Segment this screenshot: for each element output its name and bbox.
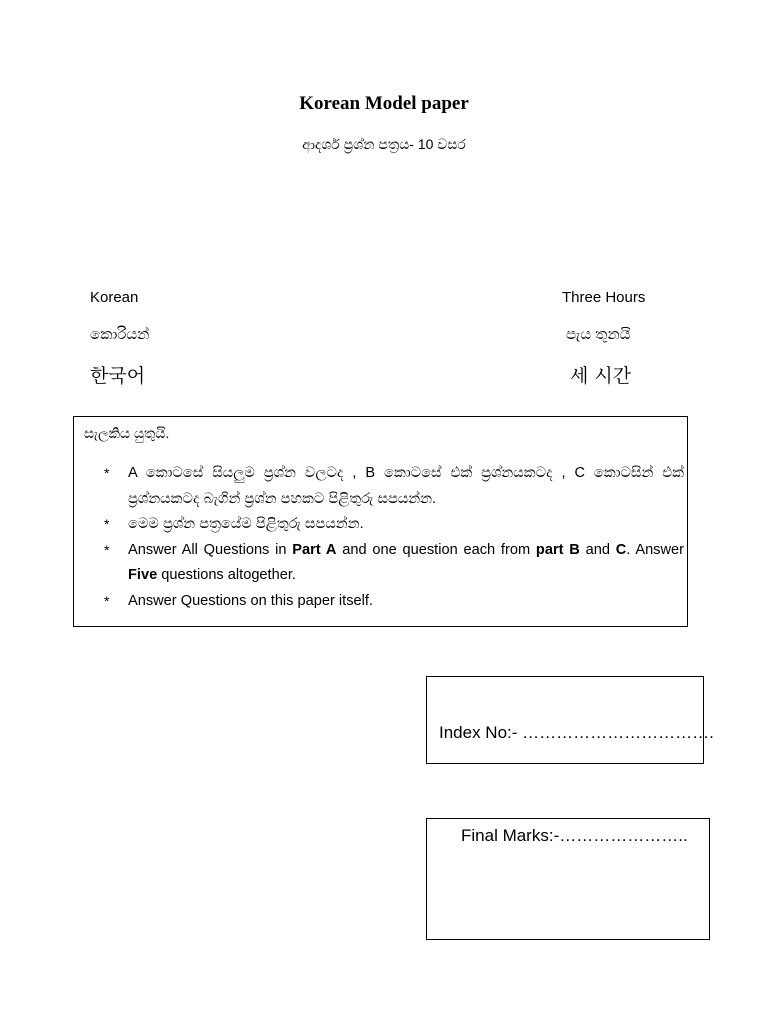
instruction-text-part: and — [579, 541, 616, 558]
subject-korean: 한국어 — [90, 365, 146, 387]
instruction-text-part: and one question each from — [336, 541, 536, 558]
duration-korean: 세 시간 — [570, 365, 632, 387]
instructions-box — [73, 416, 688, 627]
bullet-icon: * — [104, 592, 110, 609]
instruction-bold-part: C — [615, 541, 627, 558]
instruction-bold-part: Part A — [292, 541, 337, 558]
bullet-icon: * — [104, 516, 110, 532]
instruction-item — [104, 589, 684, 615]
instruction-text: A කොටසේ සියලුම ප්‍රශ්න වලටද , B කොටසේ එක් ප්‍රශ්නයකටද , C කොටසින් එක් ප්‍රශ්නයකටද බැගින් ප්‍රශ්න පහකට පිළිතුරු සපයන්න. — [128, 465, 684, 507]
index-number-label: Index No:- ……………………………. — [439, 723, 714, 742]
duration-english: Three Hours — [562, 289, 646, 306]
bullet-icon: * — [104, 465, 110, 481]
page-title: Korean Model paper — [299, 93, 469, 114]
instruction-text-part: questions altogether. — [157, 567, 296, 583]
page-subtitle: ආදර්ශ ප්‍රශ්න පත්‍රය- 10 වසර — [302, 136, 466, 152]
index-number-box — [426, 676, 714, 764]
instruction-text-part: Answer All Questions in — [128, 541, 293, 558]
instruction-text: මෙම ප්‍රශ්න පත්‍රයේම පිළිතුරු සපයන්න. — [128, 516, 364, 532]
instruction-bold-part: Five — [128, 567, 158, 583]
instruction-bold-part: part B — [535, 541, 580, 558]
subject-english: Korean — [90, 289, 139, 306]
instructions-heading: සැලකිය යුතුයි. — [84, 425, 170, 441]
instructions-list — [104, 461, 684, 614]
instruction-text-part: . Answer — [626, 541, 684, 558]
duration-sinhala: පැය තුනයි — [566, 326, 631, 343]
final-marks-box — [426, 818, 710, 940]
instruction-item — [104, 461, 684, 512]
bullet-icon: * — [104, 541, 110, 558]
instruction-text: Answer Questions on this paper itself. — [128, 592, 373, 609]
instruction-item — [104, 538, 684, 589]
subject-sinhala: කොරියන් — [90, 326, 150, 343]
instruction-item — [104, 512, 684, 538]
final-marks-label: Final Marks:-………………….. — [461, 826, 688, 845]
